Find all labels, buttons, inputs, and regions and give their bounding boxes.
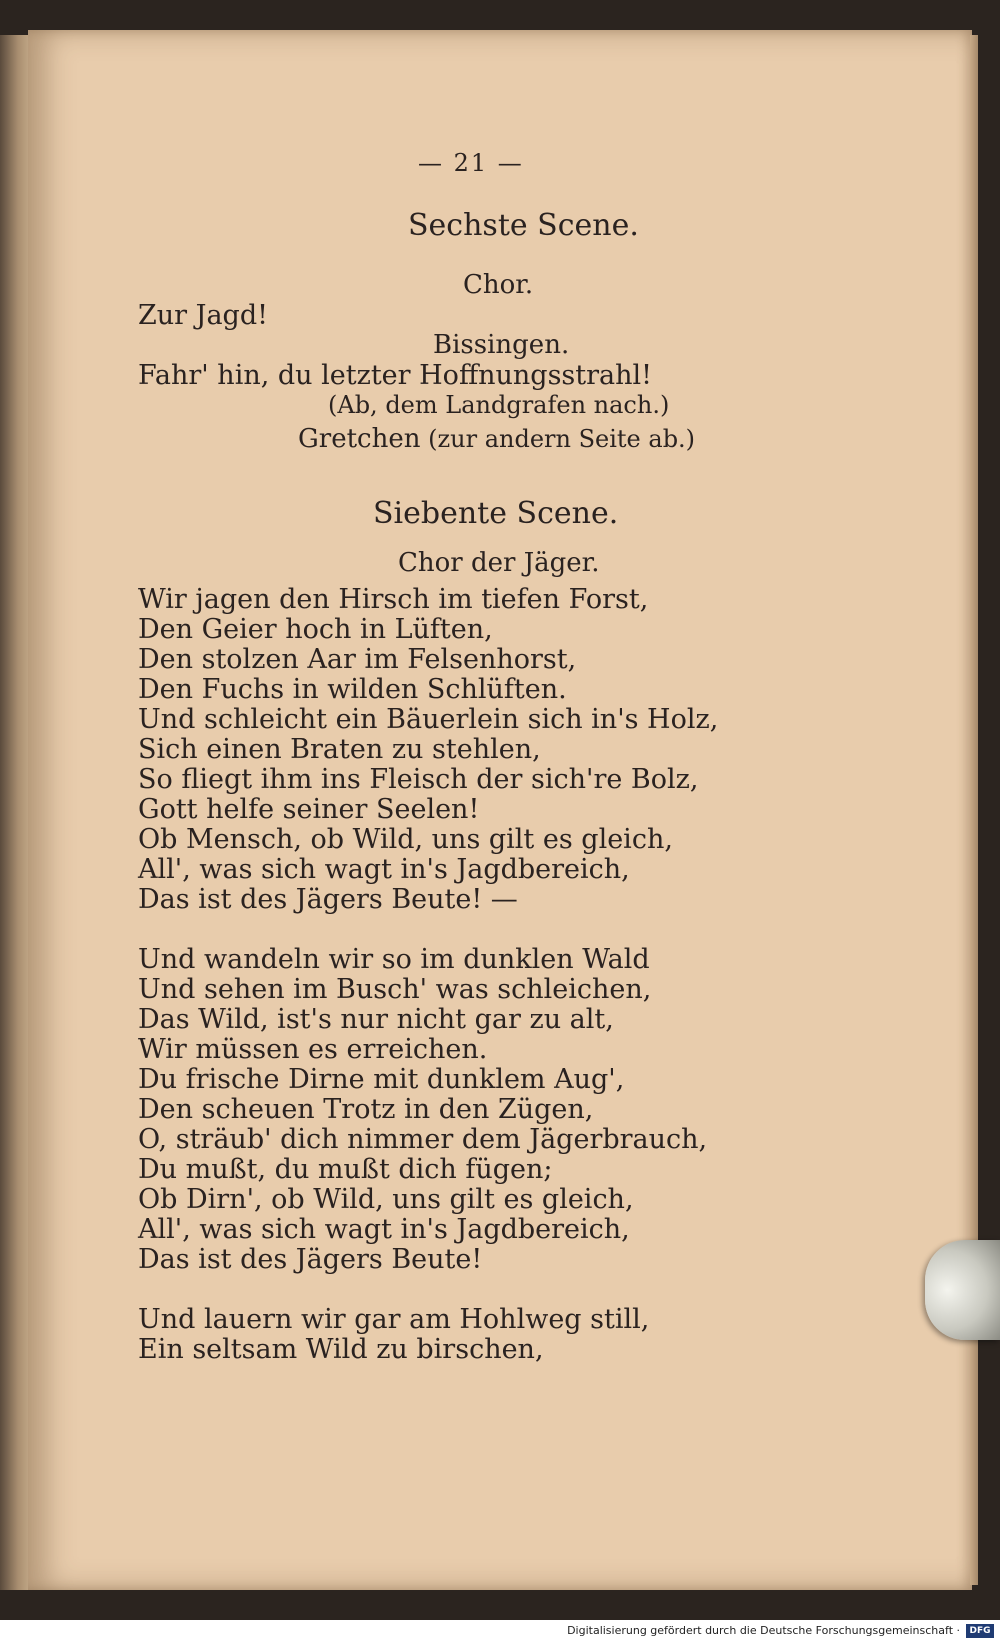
verse-line: Ob Dirn', ob Wild, uns gilt es gleich,: [138, 1184, 634, 1215]
footer-bar: [0, 1620, 1000, 1642]
scene-six-title: Sechste Scene.: [408, 208, 639, 243]
verse-line: Und wandeln wir so im dunklen Wald: [138, 944, 650, 975]
speaker-chor: Chor.: [463, 270, 534, 300]
footer-credit: Digitalisierung gefördert durch die Deutsche Forschungsgemeinschaft ·: [567, 1624, 960, 1637]
stage-direction: (zur andern Seite ab.): [428, 425, 696, 453]
gretchen-exit: [298, 424, 695, 455]
dfg-logo: DFG: [966, 1624, 994, 1638]
chorus-line: Zur Jagd!: [138, 300, 268, 331]
verse-line: O, sträub' dich nimmer dem Jägerbrauch,: [138, 1124, 708, 1155]
verse-line: Sich einen Braten zu stehlen,: [138, 734, 541, 765]
speaker-chor-der-jaeger: Chor der Jäger.: [398, 548, 600, 578]
page-edge: [970, 35, 978, 1585]
verse-line: Den Fuchs in wilden Schlüften.: [138, 674, 567, 705]
book-spine: [0, 35, 30, 1590]
verse-line: Und lauern wir gar am Hohlweg still,: [138, 1304, 650, 1335]
verse-line: Du frische Dirne mit dunklem Aug',: [138, 1064, 625, 1095]
verse-line: Gott helfe seiner Seelen!: [138, 794, 480, 825]
verse-line: Das Wild, ist's nur nicht gar zu alt,: [138, 1004, 614, 1035]
verse-line: Den Geier hoch in Lüften,: [138, 614, 493, 645]
scene-seven-title: Siebente Scene.: [373, 496, 619, 531]
page-turn-tab: [925, 1240, 1000, 1340]
verse-line: Und schleicht ein Bäuerlein sich in's Holz,: [138, 704, 719, 735]
verse-line: Wir jagen den Hirsch im tiefen Forst,: [138, 584, 649, 615]
speaker-gretchen: Gretchen: [298, 424, 421, 454]
verse-line: Und sehen im Busch' was schleichen,: [138, 974, 652, 1005]
verse-line: Ob Mensch, ob Wild, uns gilt es gleich,: [138, 824, 673, 855]
verse-line: Wir müssen es erreichen.: [138, 1034, 488, 1065]
verse-line: Du mußt, du mußt dich fügen;: [138, 1154, 553, 1185]
verse-line: Den scheuen Trotz in den Zügen,: [138, 1094, 594, 1125]
bissingen-line: Fahr' hin, du letzter Hoffnungsstrahl!: [138, 360, 653, 391]
page-content: [28, 30, 972, 1590]
verse-line: Das ist des Jägers Beute! —: [138, 884, 518, 915]
verse-line: Ein seltsam Wild zu birschen,: [138, 1334, 544, 1365]
stage-direction: (Ab, dem Landgrafen nach.): [328, 391, 670, 419]
verse-line: Das ist des Jägers Beute!: [138, 1244, 483, 1275]
verse-line: All', was sich wagt in's Jagdbereich,: [138, 854, 630, 885]
page-number: — 21 —: [418, 149, 524, 177]
verse-line: All', was sich wagt in's Jagdbereich,: [138, 1214, 630, 1245]
verse-line: Den stolzen Aar im Felsenhorst,: [138, 644, 577, 675]
speaker-bissingen: Bissingen.: [433, 330, 570, 360]
verse-line: So fliegt ihm ins Fleisch der sich're Bolz,: [138, 764, 699, 795]
book-page: [28, 30, 972, 1590]
